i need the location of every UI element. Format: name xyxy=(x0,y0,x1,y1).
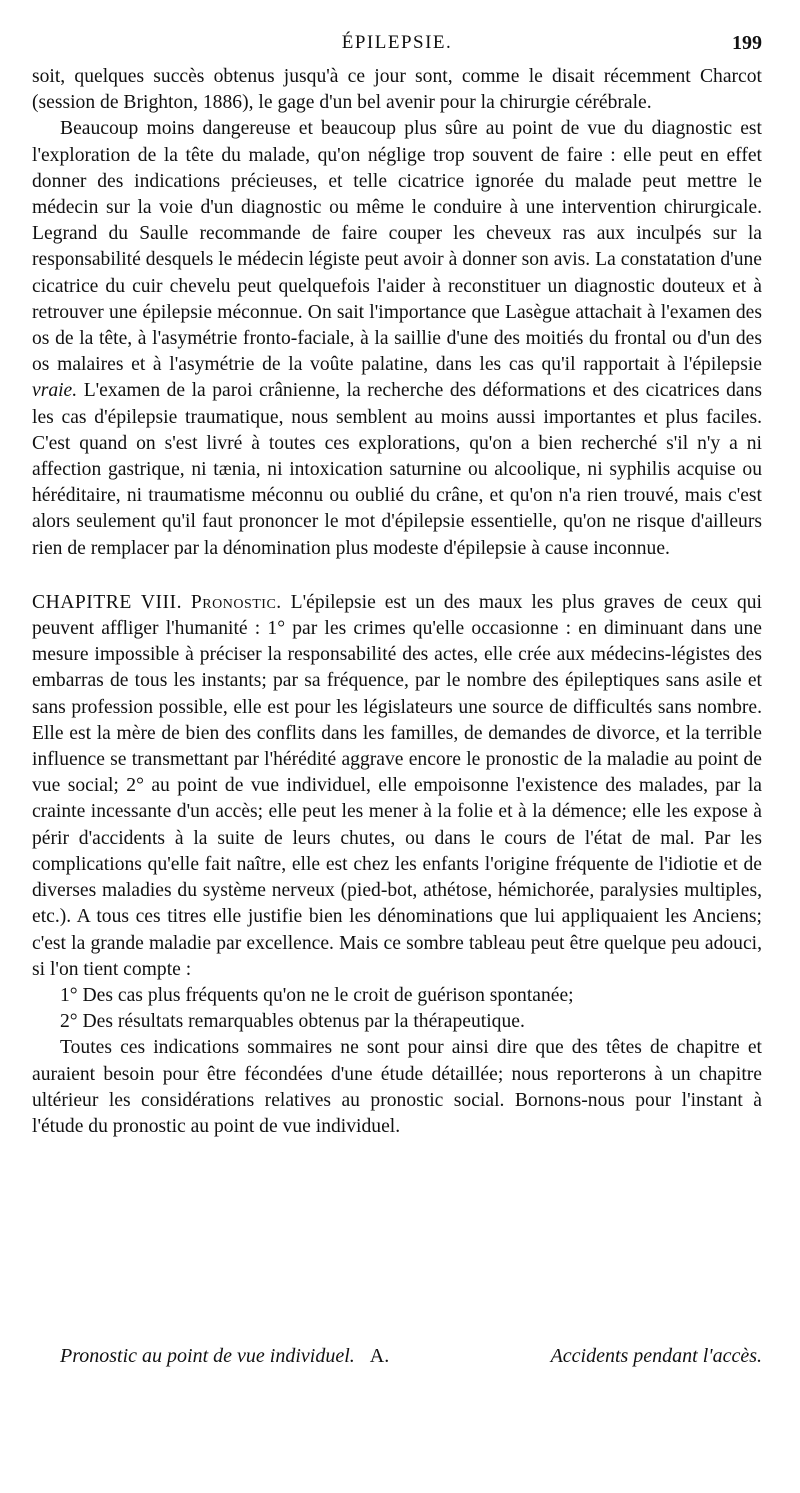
body-text xyxy=(32,64,762,1140)
emphasis-vraie: vraie. xyxy=(32,380,78,402)
list-item-2: 2° Des résultats remarquables obtenus par la thérapeutique. xyxy=(60,1011,525,1033)
paragraph-continuation: soit, quelques succès obtenus jusqu'à ce jour sont, comme le disait récemment Charcot (session de Brighton, 1886), le gage d'un bel avenir pour la chirurgie cérébrale. xyxy=(32,66,762,114)
subsection-heading xyxy=(60,1343,762,1369)
paragraph-exploration-text: Beaucoup moins dangereuse et beaucoup plus sûre au point de vue du diagnostic est l'exploration de la tête du malade, qu'on néglige trop souvent de faire : elle peut en effet donner des indications précieuses, et telle cicatrice ignorée du malade peut mettre le médecin sur la voie d'un diagnostic ou même le conduire à une intervention chirurgicale. Legrand du Saulle recommande de faire couper les cheveux ras aux inculpés sur la responsabilité desquels le médecin légiste peut avoir à donner son avis. La constatation d'une cicatrice du cuir chevelu peut quelquefois l'aider à reconstituer un diagnostic douteux et à retrouver une épilepsie méconnue. On sait l'importance que Lasègue attachait à l'examen des os de la tête, à l'asymétrie fronto-faciale, à la saillie d'une des moitiés du frontal ou d'un des os malaires et à l'asymétrie de la voûte palatine, dans les cas qu'il rapportait à l'épilepsie xyxy=(32,118,762,376)
subsection-subtitle: Accidents pendant l'accès. xyxy=(550,1345,762,1367)
page-header xyxy=(32,32,762,60)
paragraph-exploration-end: L'examen de la paroi crânienne, la recherche des déformations et des cicatrices dans les cas d'épilepsie traumatique, nous semblent au moins aussi importantes et plus faciles. C'est quand on s'est livré à toutes ces explorations, qu'on a bien recherché s'il n'y a ni affection gastrique, ni tænia, ni intoxication saturnine ou alcoolique, ni syphilis acquise ou héréditaire, ni traumatisme méconnu ou oublié du crâne, et qu'on n'a rien trouvé, mais c'est alors seulement qu'il faut prononcer le mot d'épilepsie essentielle, qu'on ne risque d'ailleurs rien de remplacer par la dénomination plus modeste d'épilepsie à cause inconnue. xyxy=(32,380,762,559)
chapter-paragraph-text: L'épilepsie est un des maux les plus graves de ceux qui peuvent affliger l'humanité : 1° par les crimes qu'elle occasionne : en diminuant dans une mesure impossible à préciser la responsabilité des actes, elle crée aux médecins-légistes des embarras de tous les instants; par sa fréquence, par le nombre des épileptiques sans asile et sans profession possible, elle est pour les législateurs une source de difficultés sans nombre. Elle est la mère de bien des conflits dans les familles, de demandes de divorce, et la terrible influence se transmettant par l'hérédité aggrave encore le pronostic de la maladie au point de vue social; 2° au point de vue individuel, elle empoisonne l'existence des malades, par la crainte incessante d'un accès; elle peut les mener à la folie et à la démence; elle les expose à périr d'accidents à la suite de leurs chutes, ou dans le cours de l'état de mal. Par les complications qu'elle fait naître, elle est chez les enfants l'origine fréquente de l'idiotie et de diverses maladies du système nerveux (pied-bot, athétose, hémichorée, paralysies multiples, etc.). A tous ces titres elle justifie bien les dénominations que lui appliquaient les Anciens; c'est la grande maladie par excellence. Mais ce sombre tableau peut être quelque peu adouci, si l'on tient compte : xyxy=(32,591,763,980)
paragraph-exploration xyxy=(32,116,762,561)
list-item-1: 1° Des cas plus fréquents qu'on ne le croit de guérison spontanée; xyxy=(60,984,574,1006)
chapter-paragraph xyxy=(32,590,762,983)
section-spacer xyxy=(32,562,762,590)
subsection-title: Pronostic au point de vue individuel. xyxy=(60,1345,355,1367)
chapter-label: CHAPITRE VIII. xyxy=(32,591,182,613)
paragraph-indications: Toutes ces indications sommaires ne sont pour ainsi dire que des têtes de chapitre et auraient besoin pour être fécondées d'une étude détaillée; nous reporterons à un chapitre ultérieur les considérations relatives au pronostic social. Bornons-nous pour l'instant à l'étude du pronostic au point de vue individuel. xyxy=(32,1037,762,1137)
subsection-letter: A. xyxy=(369,1345,390,1367)
running-title: ÉPILEPSIE. xyxy=(341,32,453,53)
chapter-title: Pronostic. xyxy=(190,591,282,613)
page-number: 199 xyxy=(732,32,762,54)
